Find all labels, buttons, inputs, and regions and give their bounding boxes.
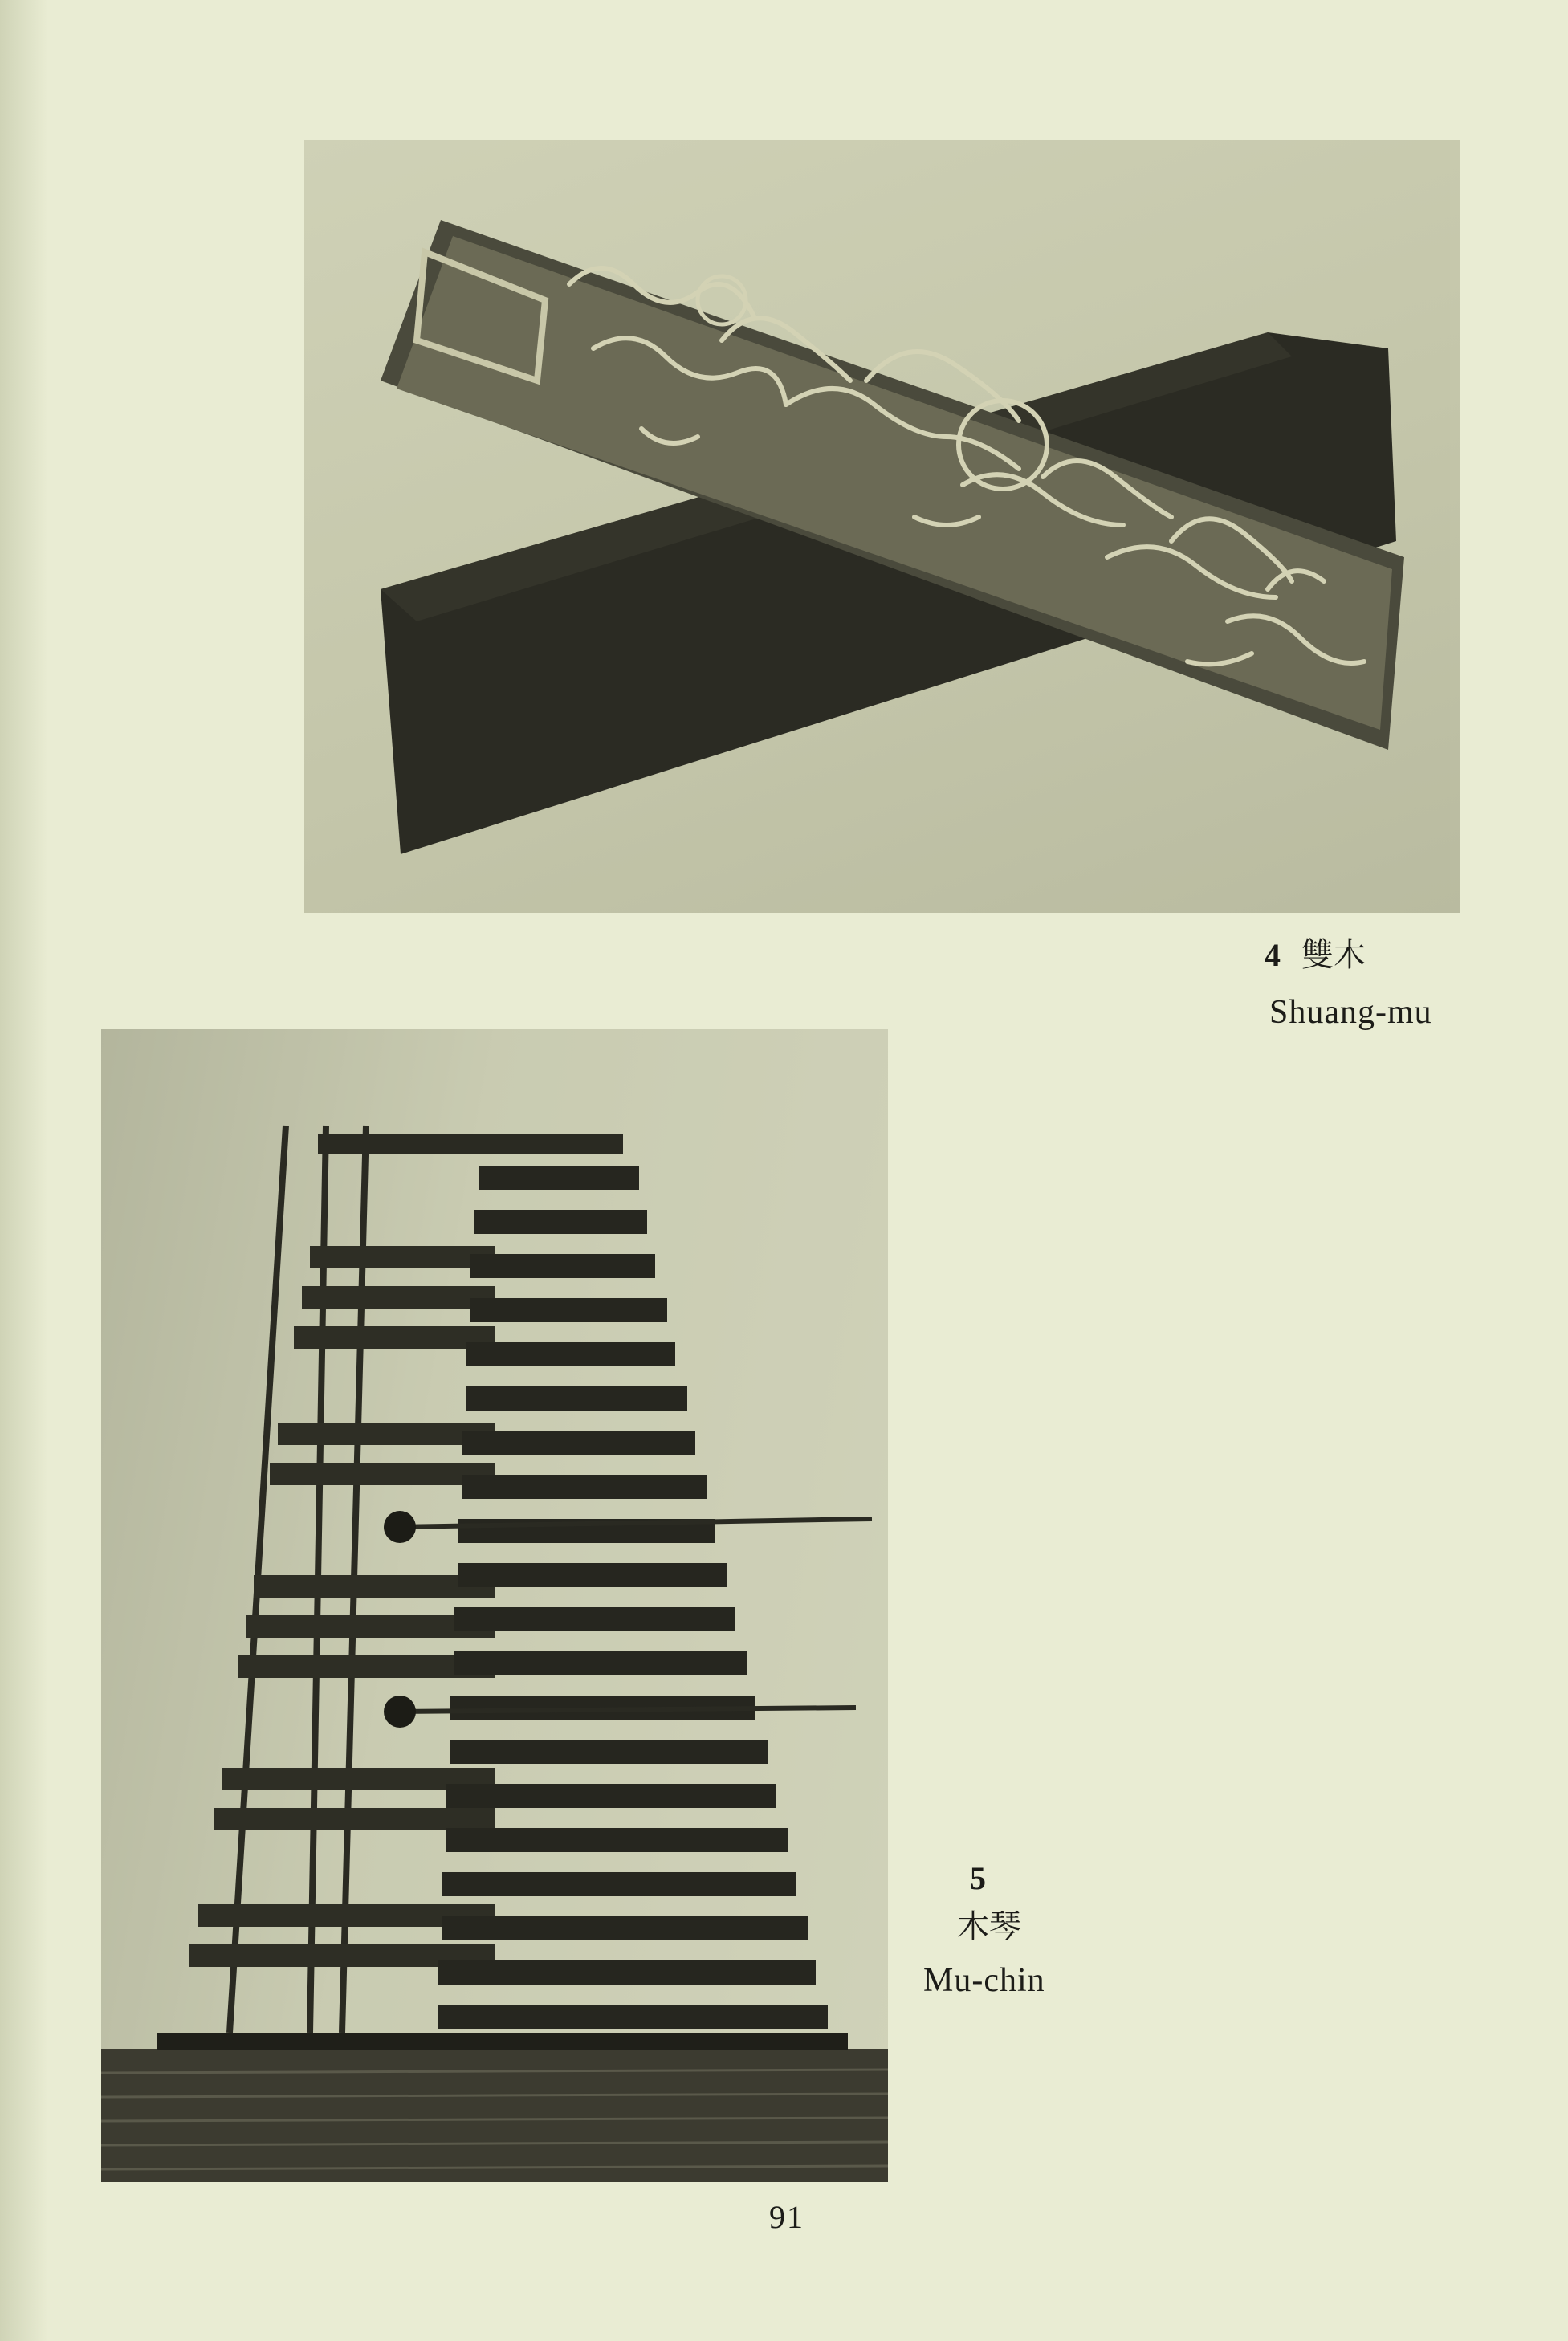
floor	[101, 2049, 888, 2182]
mu-chin-illustration	[101, 1029, 888, 2182]
figure-romanized-name: Shuang-mu	[1269, 994, 1432, 1031]
photo-shuang-mu	[304, 140, 1460, 913]
figure-chinese-name: 木琴	[957, 1908, 1021, 1945]
figure-romanized-name: Mu-chin	[923, 1962, 1045, 1999]
shuang-mu-illustration	[304, 140, 1460, 913]
page-number: 91	[769, 2199, 804, 2235]
caption-figure-4	[1265, 939, 1473, 1029]
figure-number: 5	[970, 1860, 986, 1896]
caption-figure-5	[923, 1860, 1084, 1999]
page-edge-shadow	[0, 0, 48, 2341]
figure-chinese-name: 雙木	[1301, 937, 1366, 974]
figure-number: 4	[1265, 937, 1281, 973]
photo-mu-chin	[101, 1029, 888, 2182]
